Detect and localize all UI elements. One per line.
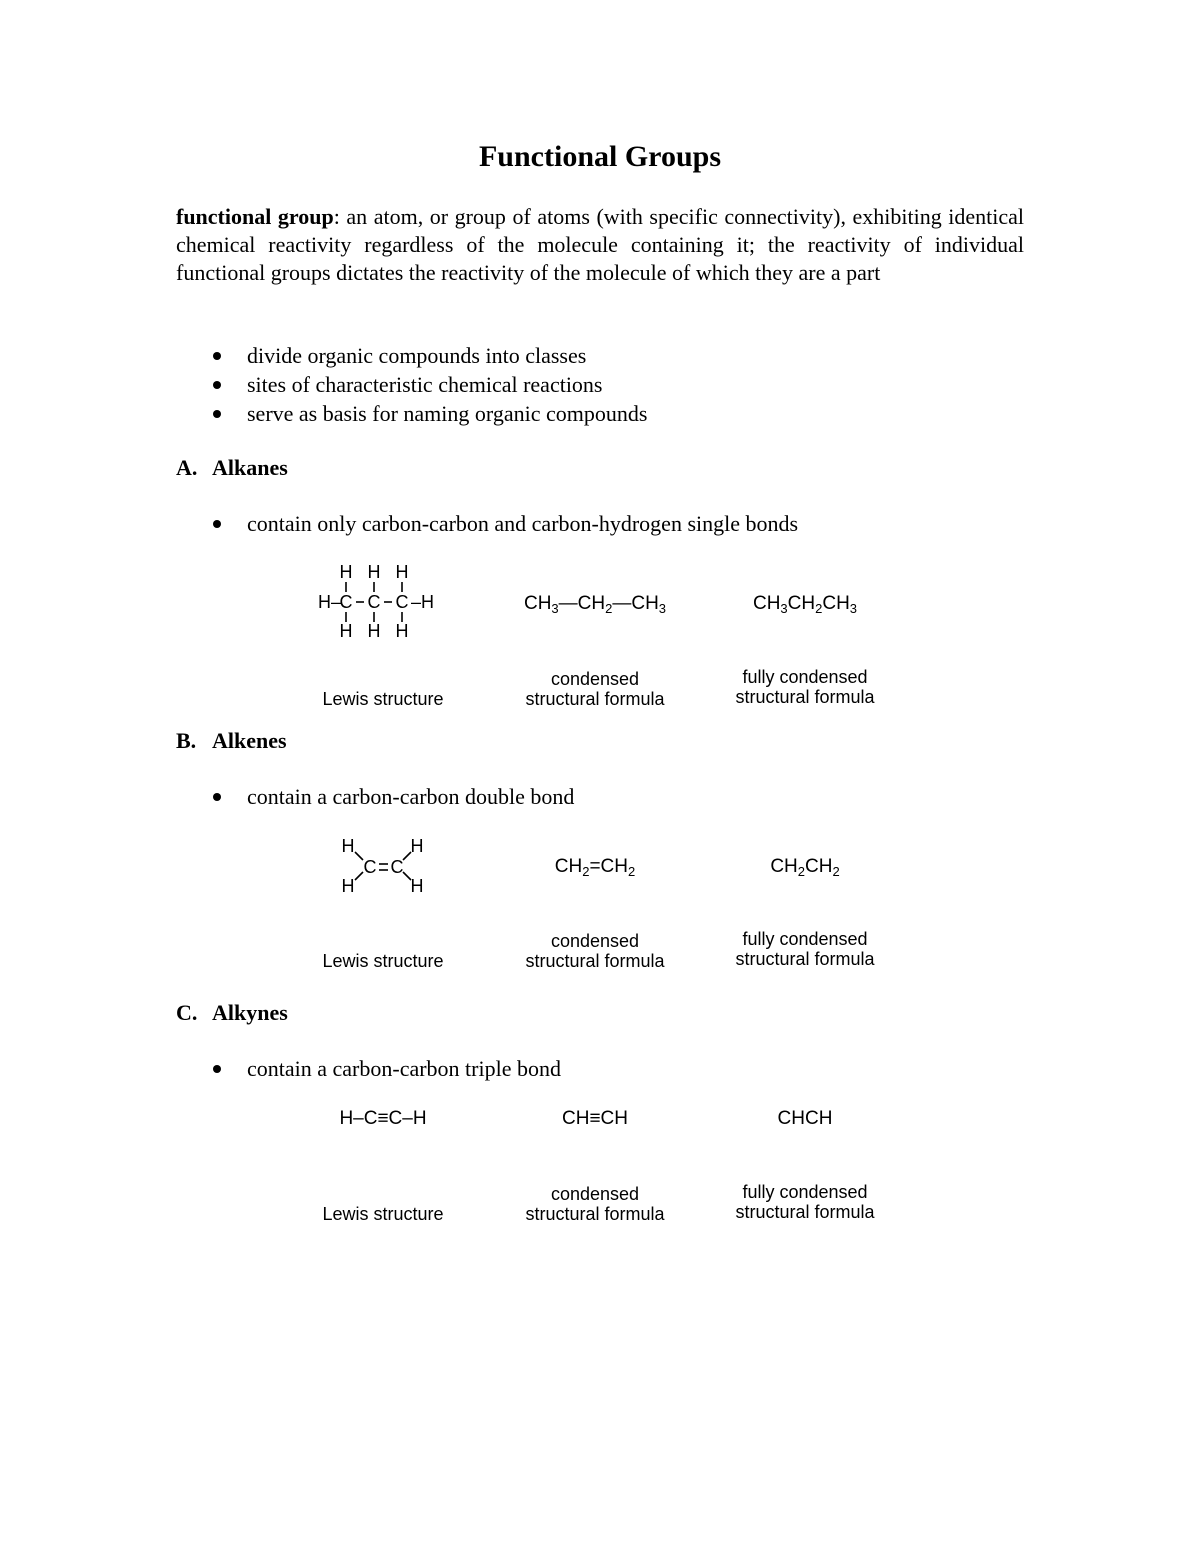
section-name: Alkenes bbox=[212, 728, 287, 753]
alkenes-diagram bbox=[0, 830, 1200, 990]
list-item: serve as basis for naming organic compounds bbox=[210, 399, 647, 428]
atom-label: H bbox=[367, 621, 381, 641]
alkyne-lewis-structure: H–C≡C–H bbox=[339, 1108, 427, 1129]
list-item: contain a carbon-carbon triple bond bbox=[210, 1054, 561, 1083]
atom-label: H bbox=[341, 836, 355, 856]
atom-label: H bbox=[367, 562, 381, 582]
list-item: sites of characteristic chemical reactions bbox=[210, 370, 647, 399]
atom-label: –H bbox=[411, 592, 435, 612]
section-name: Alkanes bbox=[212, 455, 288, 480]
caption-fully-condensed: fully condensed structural formula bbox=[735, 1182, 875, 1222]
definition-paragraph bbox=[176, 203, 1024, 287]
atom-label: H– bbox=[318, 592, 342, 612]
alkyne-condensed-formula: CH≡CH bbox=[562, 1108, 628, 1129]
caption-lewis: Lewis structure bbox=[322, 1204, 444, 1224]
alkanes-bullet-list bbox=[210, 509, 798, 538]
section-letter: C. bbox=[176, 1000, 198, 1025]
atom-label: H bbox=[410, 876, 424, 896]
alkane-fully-condensed-formula: $CH_3CH_2CH_3$ bbox=[752, 593, 858, 616]
bond-line bbox=[355, 852, 363, 860]
atom-label: H bbox=[339, 562, 353, 582]
caption-condensed: condensed structural formula bbox=[525, 1184, 665, 1224]
atom-label: H bbox=[339, 621, 353, 641]
list-item: contain a carbon-carbon double bond bbox=[210, 782, 574, 811]
atom-label: C bbox=[390, 857, 404, 877]
definition-term: functional group bbox=[176, 204, 334, 229]
section-heading-alkenes bbox=[176, 728, 287, 754]
atom-label: C bbox=[395, 592, 409, 612]
atom-label: H bbox=[341, 876, 355, 896]
alkane-condensed-formula: $CH_3—CH_2—CH_3$ bbox=[523, 593, 667, 616]
alkanes-diagram bbox=[0, 560, 1200, 720]
section-letter: B. bbox=[176, 728, 197, 753]
alkynes-bullet-list bbox=[210, 1054, 561, 1083]
alkene-condensed-formula: $CH_2=CH_2$ bbox=[554, 856, 636, 879]
definition-text: : an atom, or group of atoms (with specific connectivity), exhibiting identical chemical reactivity regardless of the molecule containing it; the reactivity of individual functional groups dictates the reactivity of the molecule of which they are a part bbox=[176, 204, 1024, 285]
atom-label: C bbox=[363, 857, 377, 877]
bond-line bbox=[355, 872, 363, 880]
caption-lewis: Lewis structure bbox=[322, 689, 444, 709]
atom-label: H bbox=[395, 562, 409, 582]
alkane-lewis-structure bbox=[310, 560, 470, 650]
atom-label: C bbox=[339, 592, 353, 612]
caption-condensed: condensed structural formula bbox=[525, 669, 665, 709]
caption-fully-condensed: fully condensed structural formula bbox=[735, 667, 875, 707]
page-title: Functional Groups bbox=[478, 140, 721, 173]
alkyne-fully-condensed-formula: CHCH bbox=[777, 1108, 833, 1129]
bond-line bbox=[403, 852, 411, 860]
alkynes-diagram bbox=[0, 1100, 1200, 1240]
section-heading-alkanes bbox=[176, 455, 288, 481]
list-item: contain only carbon-carbon and carbon-hydrogen single bonds bbox=[210, 509, 798, 538]
alkenes-bullet-list bbox=[210, 782, 574, 811]
caption-fully-condensed: fully condensed structural formula bbox=[735, 929, 875, 969]
intro-bullet-list bbox=[210, 341, 647, 428]
section-name: Alkynes bbox=[212, 1000, 288, 1025]
alkene-fully-condensed-formula: $CH_2CH_2$ bbox=[770, 856, 840, 879]
atom-label: H bbox=[395, 621, 409, 641]
list-item: divide organic compounds into classes bbox=[210, 341, 647, 370]
caption-condensed: condensed structural formula bbox=[525, 931, 665, 971]
section-letter: A. bbox=[176, 455, 198, 480]
caption-lewis: Lewis structure bbox=[322, 951, 444, 971]
alkene-lewis-structure bbox=[335, 835, 455, 905]
atom-label: H bbox=[410, 836, 424, 856]
atom-label: C bbox=[367, 592, 381, 612]
section-heading-alkynes bbox=[176, 1000, 288, 1026]
